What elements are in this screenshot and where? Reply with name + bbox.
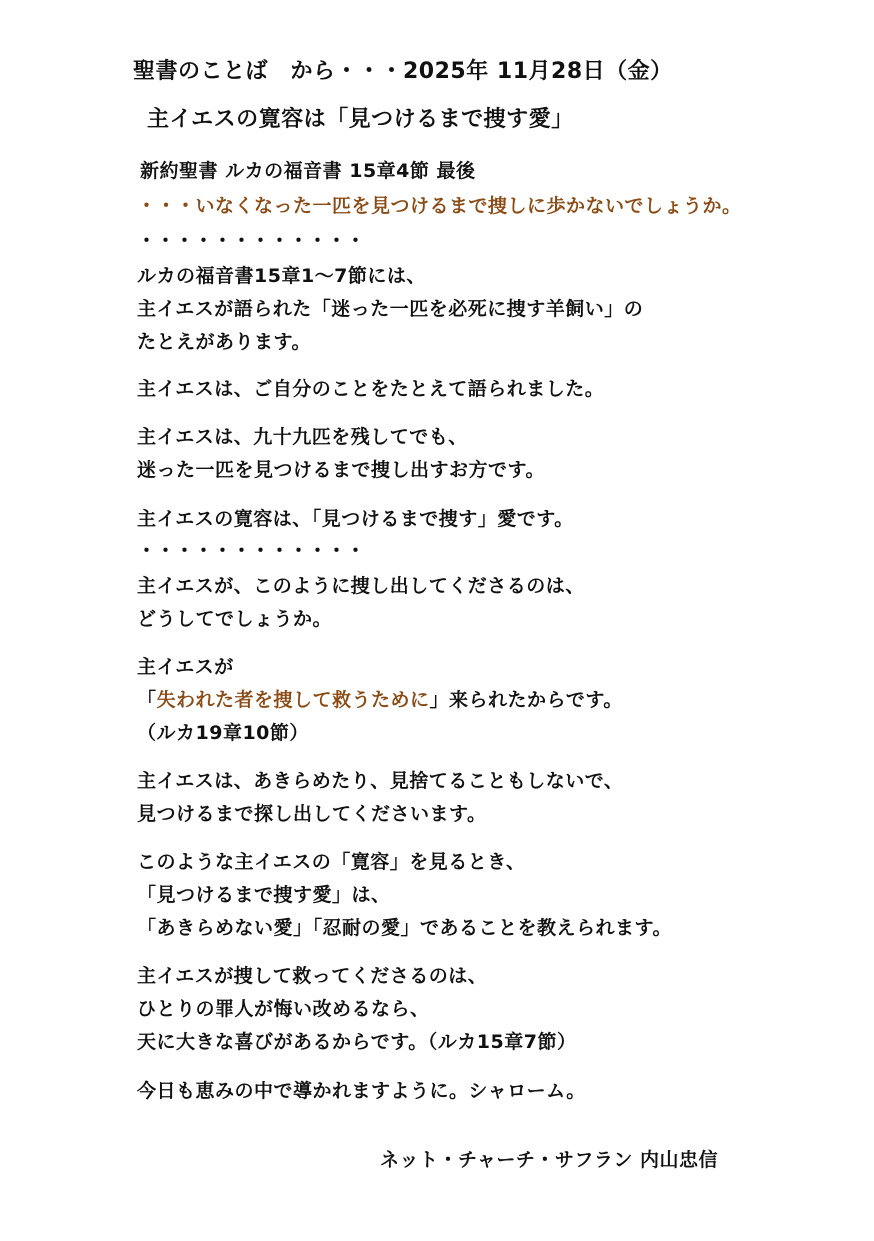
paragraph-line: たとえがあります。: [137, 331, 311, 353]
paragraph-line: 「あきらめない愛」「忍耐の愛」であることを教えられます。: [137, 917, 672, 939]
quote-open: 「: [137, 689, 157, 711]
paragraph-line: 主イエスは、ご自分のことをたとえて語られました。: [137, 378, 605, 400]
signature: ネット・チャーチ・サフラン 内山忠信: [380, 1149, 719, 1171]
paragraph-line: ルカの福音書15章1～7節には、: [137, 265, 426, 287]
closing-blessing: 今日も恵みの中で導かれますように。シャローム。: [137, 1080, 586, 1102]
quote-close-text: 」来られたからです。: [429, 689, 623, 711]
paragraph-line: 主イエスが、このように捜し出してくださるのは、: [137, 575, 585, 597]
emphasis-text: 失われた者を捜して救うために: [156, 689, 430, 711]
paragraph-line: 主イエスが語られた「迷った一匹を必死に捜す羊飼い」の: [137, 298, 644, 320]
paragraph-line: 「見つけるまで捜す愛」は、: [137, 884, 391, 906]
separator-dots: ・・・・・・・・・・・・: [137, 230, 366, 252]
paragraph-line: どうしてでしょうか。: [137, 608, 333, 630]
date-line: 聖書のことば から・・・2025年 11月28日（金）: [133, 59, 673, 84]
paragraph-line: 主イエスの寛容は、「見つけるまで捜す」愛です。: [137, 508, 574, 530]
paragraph-line: 見つけるまで探し出してくださいます。: [137, 803, 487, 825]
paragraph-line: このような主イエスの「寛容」を見るとき、: [137, 851, 526, 873]
paragraph-line: 天に大きな喜びがあるからです。（ルカ15章7節）: [137, 1031, 577, 1053]
paragraph-line: ひとりの罪人が悔い改めるなら、: [137, 998, 430, 1020]
paragraph-line: 主イエスは、九十九匹を残してでも、: [137, 426, 468, 448]
scripture-reference: 新約聖書 ルカの福音書 15章4節 最後: [140, 160, 476, 182]
paragraph-line: 迷った一匹を見つけるまで捜し出すお方です。: [137, 459, 545, 481]
page-title: 主イエスの寛容は「見つけるまで捜す愛」: [147, 107, 574, 132]
paragraph-line: 主イエスが捜して救ってくださるのは、: [137, 965, 488, 987]
paragraph-line: （ルカ19章10節）: [137, 722, 309, 744]
paragraph-line: 主イエスが: [137, 656, 234, 678]
separator-dots: ・・・・・・・・・・・・: [137, 540, 366, 562]
scripture-quote: ・・・いなくなった一匹を見つけるまで捜しに歩かないでしょうか。: [137, 195, 742, 217]
paragraph-line: 主イエスは、あきらめたり、見捨てることもしないで、: [137, 770, 624, 792]
paragraph-line-with-emphasis: [137, 688, 623, 712]
